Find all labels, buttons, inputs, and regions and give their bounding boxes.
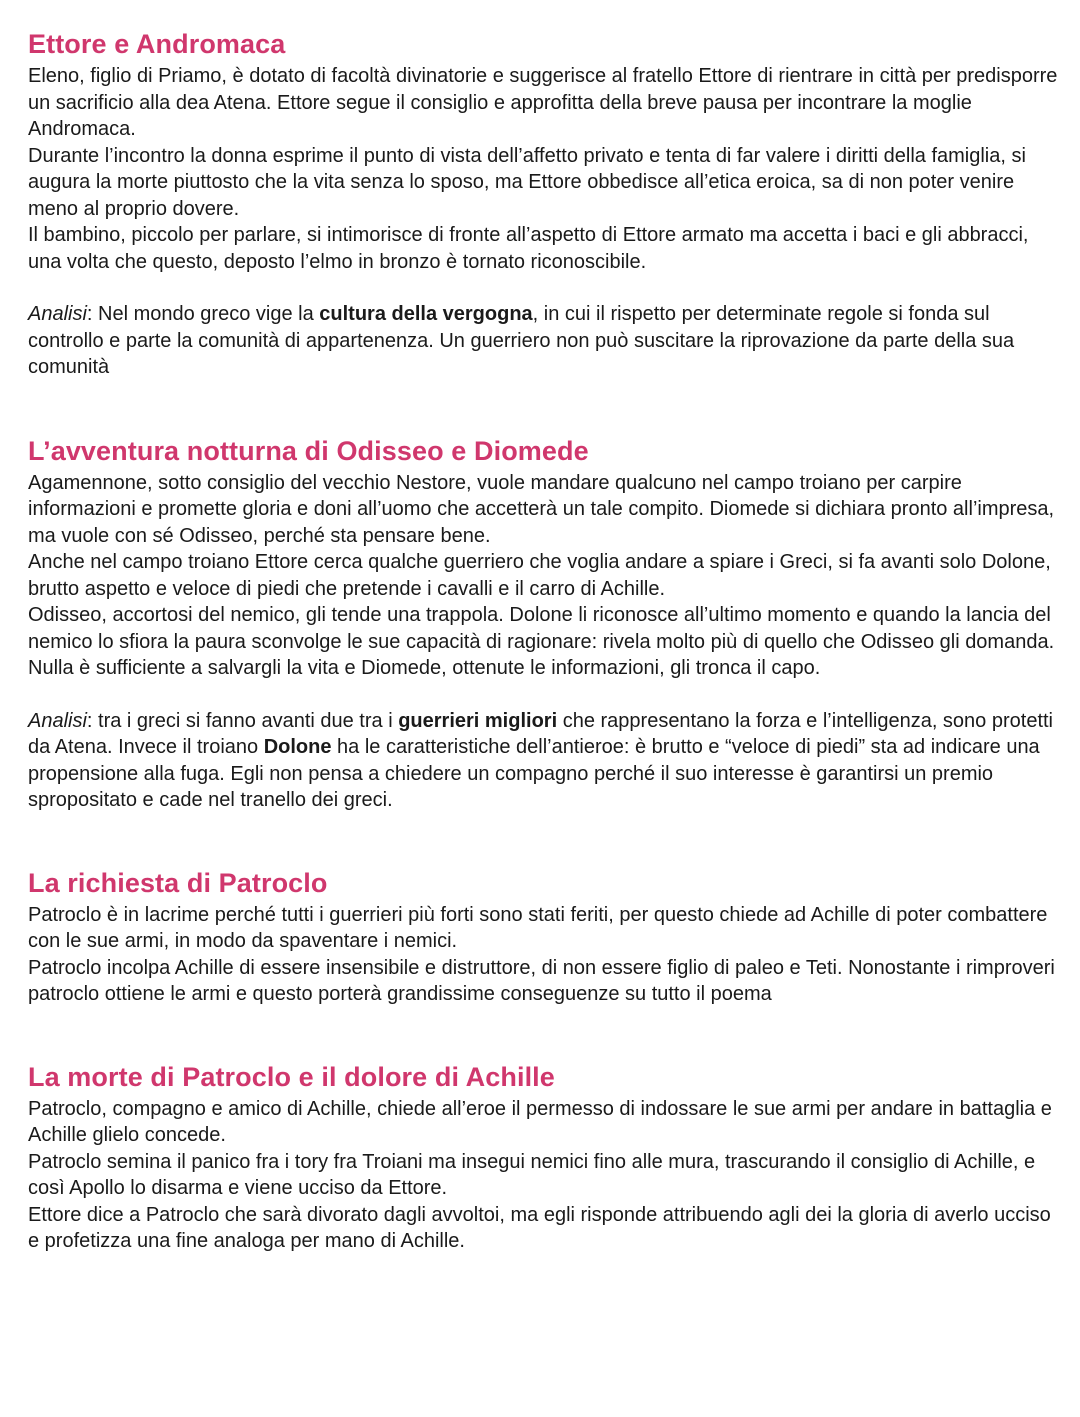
section-morte-patroclo: [28, 1060, 1058, 1255]
analysis-label: Analisi: [28, 303, 87, 325]
analysis-bold-term: guerrieri migliori: [398, 709, 558, 732]
section-title: La richiesta di Patroclo: [28, 867, 328, 898]
paragraph: Patroclo semina il panico fra i tory fra Troiani ma insegui nemici fino alle mura, trascurando il consiglio di Achille, e così Apollo lo disarma e viene ucciso da Ettore.: [28, 1150, 1036, 1199]
section-richiesta-patroclo: [28, 866, 1058, 1008]
paragraph: Patroclo è in lacrime perché tutti i guerrieri più forti sono stati feriti, per questo chiede ad Achille di poter combattere con le sue armi, in modo da spaventare i nemici.: [28, 903, 1048, 952]
analysis-text: ha le caratteristiche dell’antieroe: è brutto e “veloce di piedi” sta ad indicare una propensione alla fuga. Egli non pensa a chiedere un compagno perché il suo interesse è garantirsi un premio spropositato e cade nel tranello dei greci.: [28, 736, 1040, 811]
paragraph: Agamennone, sotto consiglio del vecchio Nestore, vuole mandare qualcuno nel campo troiano per carpire informazioni e promette gloria e doni all’uomo che accetterà un tale compito. Diomede si dichiara pronto all’impresa, ma vuole con sé Odisseo, perché sta pensare bene.: [28, 471, 1055, 547]
section-title: L’avventura notturna di Odisseo e Diomede: [28, 435, 589, 466]
paragraph: Eleno, figlio di Priamo, è dotato di facoltà divinatorie e suggerisce al fratello Ettore di rientrare in città per predisporre un sacrificio alla dea Atena. Ettore segue il consiglio e approfitta della breve pausa per incontrare la moglie Andromaca.: [28, 65, 1058, 140]
paragraph: Patroclo incolpa Achille di essere insensibile e distruttore, di non essere figlio di paleo e Teti. Nonostante i rimproveri patroclo ottiene le armi e questo porterà grandissime conseguenze su tutto il poema: [28, 956, 1055, 1005]
paragraph: Anche nel campo troiano Ettore cerca qualche guerriero che voglia andare a spiare i Greci, si fa avanti solo Dolone, brutto aspetto e veloce di piedi che pretende i cavalli e il carro di Achille.: [28, 551, 1051, 600]
section-odisseo-diomede: [28, 434, 1058, 814]
paragraph: Patroclo, compagno e amico di Achille, chiede all’eroe il permesso di indossare le sue armi per andare in battaglia e Achille glielo concede.: [28, 1097, 1052, 1146]
analysis-paragraph: [28, 708, 1058, 814]
analysis-bold-term: cultura della vergogna: [319, 303, 533, 325]
section-title: La morte di Patroclo e il dolore di Achille: [28, 1061, 555, 1092]
document-page: [28, 27, 1058, 1255]
section-ettore-andromaca: [28, 27, 1058, 381]
paragraph: Durante l’incontro la donna esprime il punto di vista dell’affetto privato e tenta di far valere i diritti della famiglia, si augura la morte piuttosto che la vita senza lo sposo, ma Ettore obbedisce all’etica eroica, sa di non poter venire meno al proprio dovere.: [28, 144, 1026, 220]
analysis-text: che rappresentano la forza e l’intelligenza, sono protetti da Atena. Invece il troiano: [28, 709, 1053, 758]
analysis-paragraph: [28, 301, 1058, 381]
analysis-text: : tra i greci si fanno avanti due tra i: [86, 709, 399, 732]
paragraph: Odisseo, accortosi del nemico, gli tende una trappola. Dolone li riconosce all’ultimo momento e quando la lancia del nemico lo sfiora la paura sconvolge le sue capacità di ragionare: rivela molto più di quello che Odisseo gli domanda. Nulla è sufficiente a salvargli la vita e Diomede, ottenute le informazioni, gli tronca il capo.: [28, 604, 1055, 679]
paragraph: Il bambino, piccolo per parlare, si intimorisce di fronte all’aspetto di Ettore armato ma accetta i baci e gli abbracci, una volta che questo, deposto l’elmo in bronzo è tornato riconoscibile.: [28, 224, 1029, 273]
analysis-bold-term: Dolone: [263, 736, 332, 758]
analysis-text: : Nel mondo greco vige la: [86, 303, 320, 325]
paragraph: Ettore dice a Patroclo che sarà divorato dagli avvoltoi, ma egli risponde attribuendo agli dei la gloria di averlo ucciso e profetizza una fine analoga per mano di Achille.: [28, 1203, 1051, 1252]
section-title: Ettore e Andromaca: [28, 29, 286, 59]
analysis-text: , in cui il rispetto per determinate regole si fonda sul controllo e parte la comunità di appartenenza. Un guerriero non può suscitare la riprovazione da parte della sua comunità: [28, 303, 1015, 378]
analysis-label: Analisi: [28, 709, 87, 732]
